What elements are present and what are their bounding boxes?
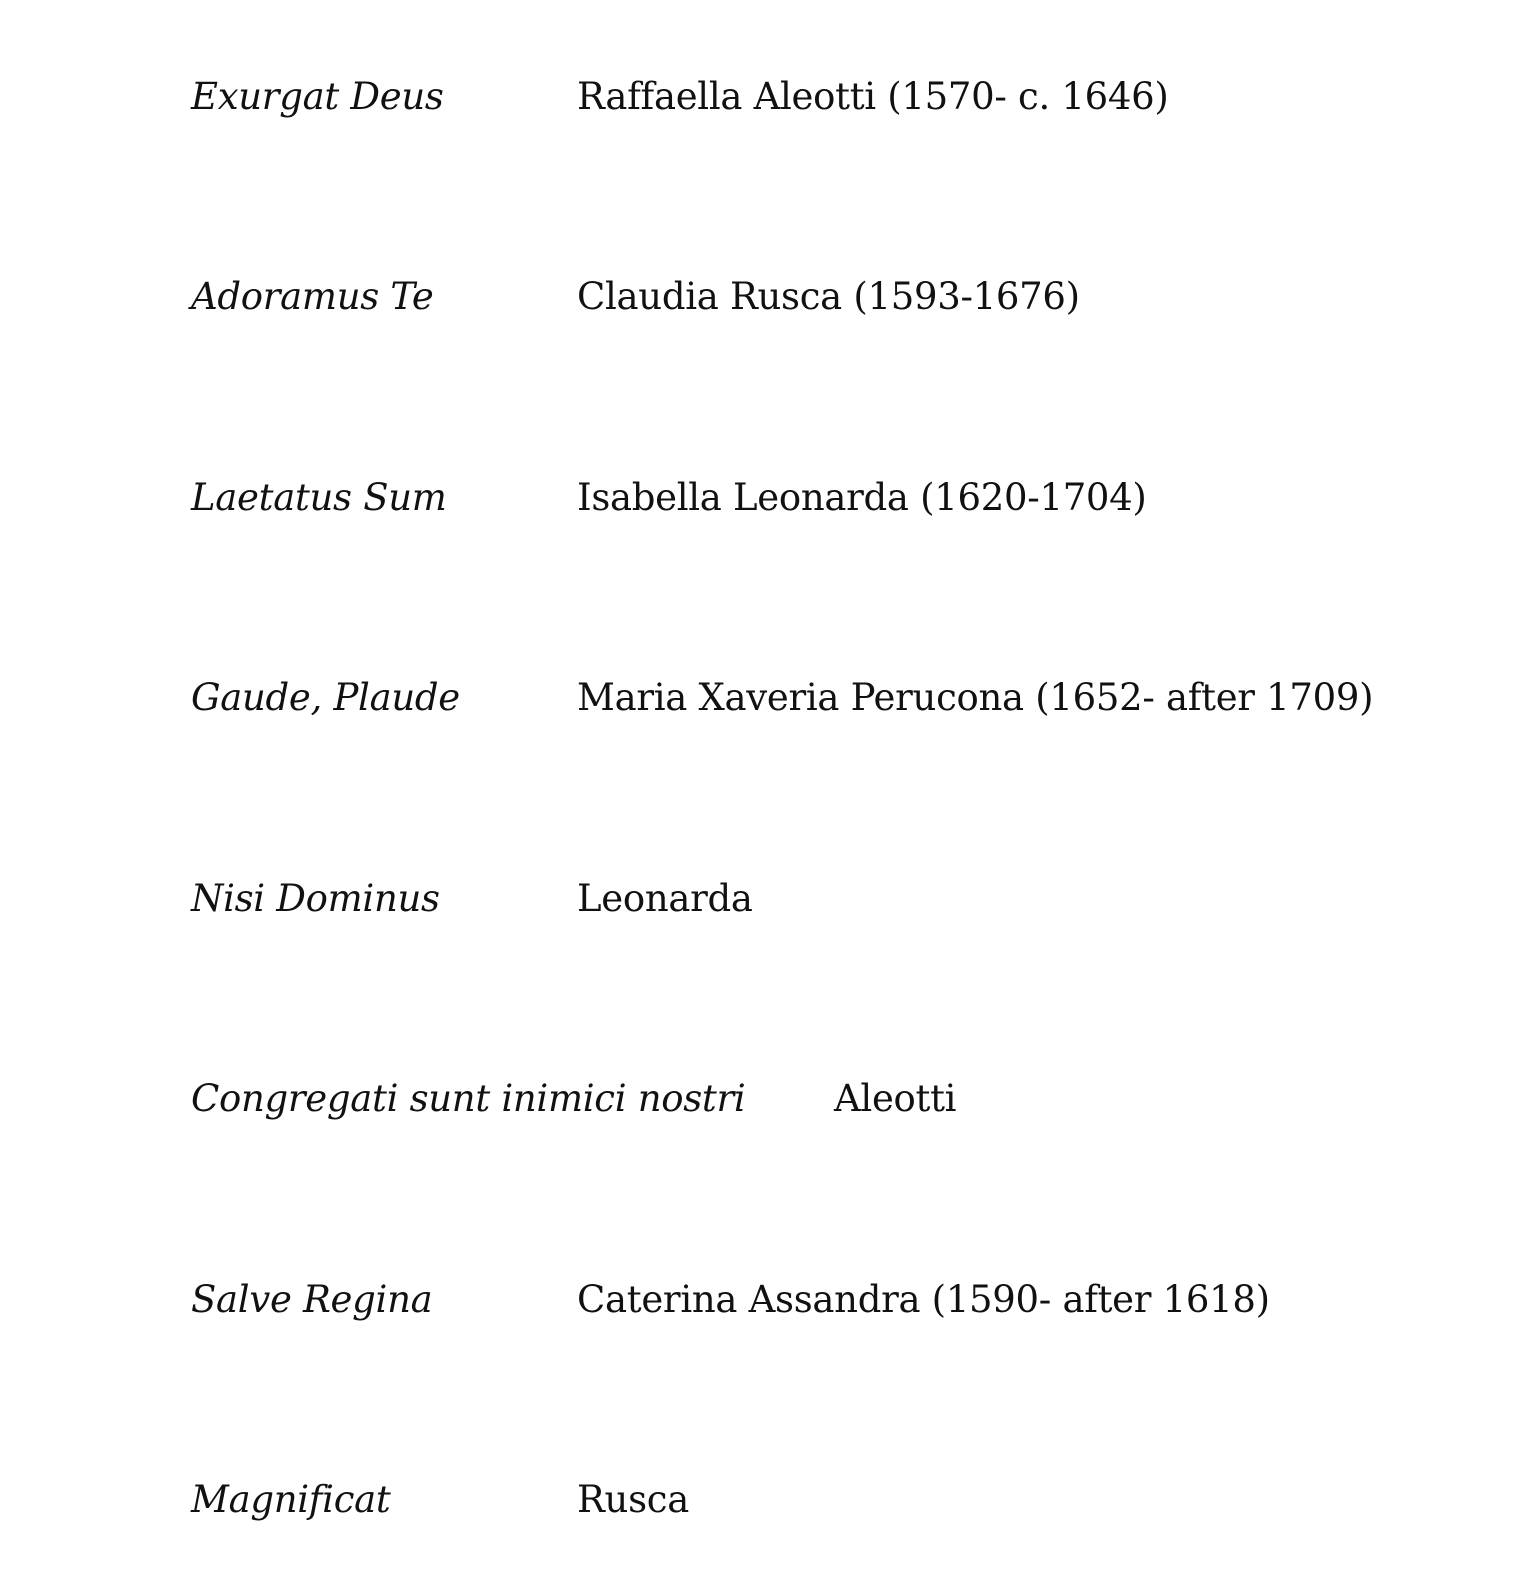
program-entry	[0, 668, 1516, 728]
piece-title: Laetatus Sum	[191, 476, 447, 519]
piece-title: Salve Regina	[191, 1278, 433, 1321]
piece-title: Gaude, Plaude	[191, 676, 460, 719]
composer-name: Caterina Assandra (1590- after 1618)	[577, 1278, 1270, 1321]
piece-title: Exurgat Deus	[191, 75, 444, 118]
program-entry	[0, 1470, 1516, 1530]
composer-name: Aleotti	[834, 1077, 957, 1120]
program-entry	[0, 1069, 1516, 1129]
composer-name: Leonarda	[577, 877, 753, 920]
program-entry	[0, 869, 1516, 929]
composer-name: Isabella Leonarda (1620-1704)	[577, 476, 1147, 519]
composer-name: Claudia Rusca (1593-1676)	[577, 275, 1080, 318]
piece-title: Magnificat	[191, 1478, 391, 1521]
composer-name: Rusca	[577, 1478, 689, 1521]
program-entry	[0, 468, 1516, 528]
program-entry	[0, 67, 1516, 127]
piece-title: Adoramus Te	[191, 275, 434, 318]
program-entry	[0, 267, 1516, 327]
piece-title: Nisi Dominus	[191, 877, 440, 920]
composer-name: Raffaella Aleotti (1570- c. 1646)	[577, 75, 1169, 118]
composer-name: Maria Xaveria Perucona (1652- after 1709)	[577, 676, 1374, 719]
program-entry	[0, 1270, 1516, 1330]
piece-title: Congregati sunt inimici nostri	[191, 1077, 746, 1120]
